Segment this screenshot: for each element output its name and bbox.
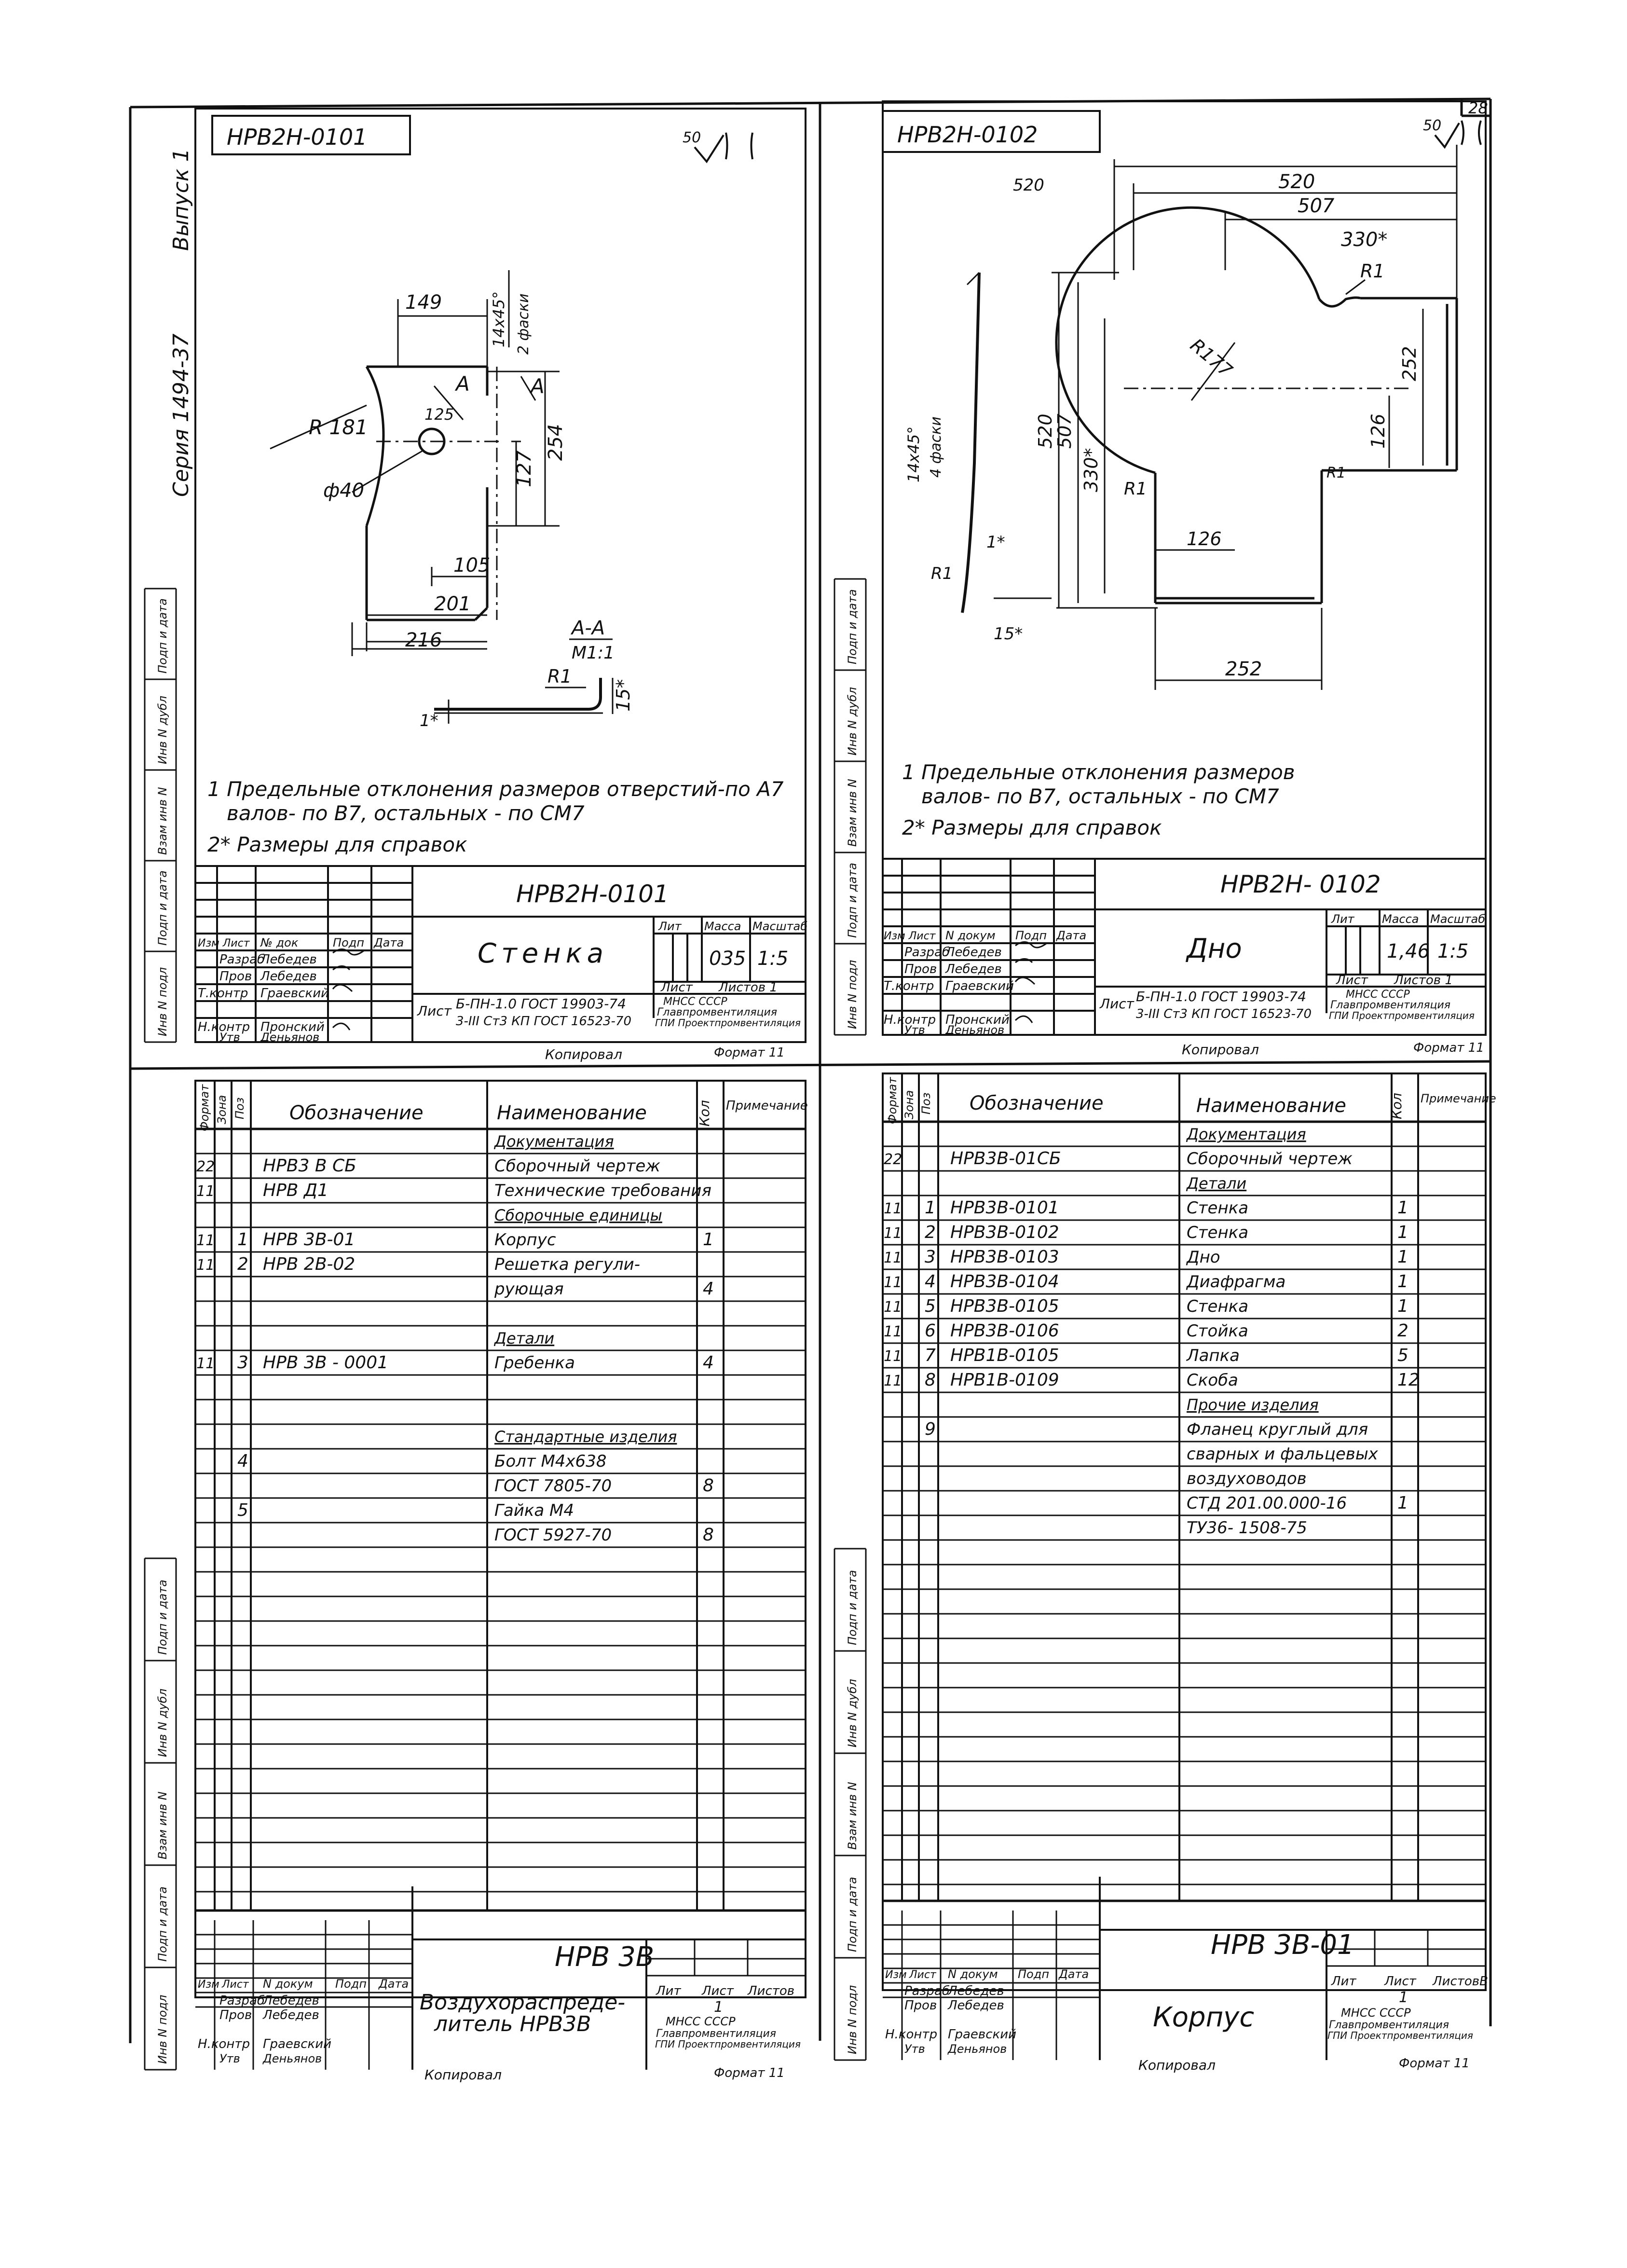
br-h-qty: Кол xyxy=(1389,1093,1405,1119)
dim-507: 507 xyxy=(1298,195,1335,217)
spec-format: 11 xyxy=(196,1355,215,1372)
person-role-3: Т.контр xyxy=(198,986,248,1001)
spec-section: Стандартные изделия xyxy=(494,1428,677,1446)
dim-section-r1: R1 xyxy=(547,666,572,687)
dim-r181: R 181 xyxy=(309,415,368,439)
spec-pos: 3 xyxy=(925,1247,936,1267)
dim-520-v: 520 xyxy=(1035,413,1056,449)
spec-pos: 1 xyxy=(237,1230,248,1250)
spec-code: НРВ3В-0106 xyxy=(950,1321,1059,1341)
br-h-name: Наименование xyxy=(1196,1095,1346,1117)
bl-stamp-lit: Лит xyxy=(656,1984,681,1998)
dim-section-1: 1* xyxy=(420,711,438,730)
dim-127: 127 xyxy=(513,450,535,487)
spec-format: 11 xyxy=(884,1299,902,1316)
stamp-name-r: Дно xyxy=(1187,933,1242,964)
stamp-material-prefix-r: Лист xyxy=(1100,996,1134,1012)
dim-chamfer: 14х45° xyxy=(490,291,508,347)
roughness-value-r: 50 xyxy=(1423,117,1442,134)
roughness-symbol-r xyxy=(1435,121,1481,147)
spec-code: НРВ 3В - 0001 xyxy=(263,1353,389,1373)
spec-name: ГОСТ 7805-70 xyxy=(494,1476,612,1496)
stamp-org2: Главпромвентиляция xyxy=(657,1006,777,1018)
br-stamp-org3: ГПИ Проектпромвентиляция xyxy=(1327,2030,1473,2041)
dim-252-v: 252 xyxy=(1399,346,1420,381)
side-label: Взам инв N xyxy=(156,787,169,855)
note-2: 2* Размеры для справок xyxy=(207,833,467,856)
person-name-r1: Лебедев xyxy=(945,945,1002,960)
bl-h-qty: Кол xyxy=(697,1100,712,1127)
side-label: Подп и дата xyxy=(156,1580,169,1655)
stamp-mass-r: 1,46 xyxy=(1387,940,1430,962)
side-label: Подп и дата xyxy=(156,870,169,946)
stamp-scale-r: 1:5 xyxy=(1437,940,1469,962)
spec-name: Болт М4х638 xyxy=(494,1452,607,1471)
copied-label: Копировал xyxy=(545,1046,622,1062)
spec-format: 11 xyxy=(196,1232,215,1249)
dim-r1-right: R1 xyxy=(1326,465,1346,481)
stamp-role-h: Изм Лист xyxy=(198,937,250,949)
bl-stamp-sheets: Листов xyxy=(748,1984,795,1998)
bl-person-role-3: Н.контр xyxy=(198,2037,250,2051)
mirror-code-r: НРВ2Н-0102 xyxy=(897,122,1038,148)
spec-name: Скоба xyxy=(1187,1371,1238,1390)
spec-format: 22 xyxy=(196,1158,215,1175)
stamp-org3-r: ГПИ Проектпромвентиляция xyxy=(1329,1010,1475,1021)
bl-stamp-code: НРВ 3В xyxy=(555,1941,655,1973)
roughness-value: 50 xyxy=(683,129,701,146)
spec-qty: 1 xyxy=(1397,1223,1408,1242)
br-stamp-sheet-v: 1 xyxy=(1399,1989,1408,2006)
bl-person-role-1: Разраб xyxy=(219,1993,265,2008)
stamp-scale-header-r: Масштаб xyxy=(1430,912,1486,926)
spec-pos: 2 xyxy=(237,1254,248,1274)
bl-person-name-2: Лебедев xyxy=(263,2008,319,2022)
dim-section-15: 15* xyxy=(613,679,634,712)
copied-label-r: Копировал xyxy=(1182,1042,1259,1058)
dim-254: 254 xyxy=(545,424,567,461)
person-role-1: Разраб xyxy=(219,952,265,967)
roughness-symbol xyxy=(695,133,752,162)
stamp-org2-r: Главпромвентиляция xyxy=(1330,999,1450,1011)
stamp-code: НРВ2Н-0101 xyxy=(516,880,669,908)
note-r-2: 2* Размеры для справок xyxy=(902,816,1162,839)
br-person-name-2: Лебедев xyxy=(948,1998,1004,2013)
bl-h-pos: Поз xyxy=(233,1097,246,1119)
dim-r177: R177 xyxy=(1186,334,1237,382)
bl-stamp-name1: Воздухораспреде- xyxy=(420,1990,626,2015)
spec-name: СТД 201.00.000-16 xyxy=(1187,1494,1347,1513)
label-a: А xyxy=(456,372,470,396)
spec-format: 11 xyxy=(884,1274,902,1291)
side-label: Взам инв N xyxy=(846,779,859,847)
bl-role-h5: Дата xyxy=(379,1977,409,1991)
br-stamp-sheets: ЛистовВ xyxy=(1433,1974,1488,1989)
bl-format: Формат 11 xyxy=(714,2066,785,2080)
spec-qty: 1 xyxy=(1397,1247,1408,1267)
bl-stamp-org3: ГПИ Проектпромвентиляция xyxy=(655,2038,801,2050)
spec-qty: 12 xyxy=(1397,1370,1420,1390)
dim-330: 330* xyxy=(1341,229,1388,251)
spec-pos: 4 xyxy=(237,1451,248,1471)
spec-section: Документация xyxy=(494,1132,614,1151)
spec-code: НРВ3В-0105 xyxy=(950,1296,1059,1316)
person-name-r5: Деньянов xyxy=(945,1023,1005,1037)
bl-h-code: Обозначение xyxy=(289,1102,424,1124)
person-name-4: Пронский xyxy=(260,1020,325,1034)
stamp-code-r: НРВ2Н- 0102 xyxy=(1220,870,1381,898)
bl-role-h1: Изм xyxy=(198,1979,219,1991)
stamp-org3: ГПИ Проектпромвентиляция xyxy=(655,1017,801,1029)
br-format: Формат 11 xyxy=(1399,2056,1470,2071)
stamp-material1-r: Б-ПН-1.0 ГОСТ 19903-74 xyxy=(1136,989,1306,1004)
person-role-5: Утв xyxy=(219,1031,240,1044)
bl-stamp-org1: МНСС СССР xyxy=(666,2015,736,2028)
dim-125: 125 xyxy=(424,405,454,424)
dim-126-h: 126 xyxy=(1187,528,1222,550)
br-stamp-org2: Главпромвентиляция xyxy=(1329,2019,1449,2031)
stamp-mass-header: Масса xyxy=(704,920,741,933)
side-label: Подп и дата xyxy=(846,589,859,664)
br-person-name-3: Граевский xyxy=(948,2027,1017,2042)
spec-code: НРВ 2В-02 xyxy=(263,1254,355,1274)
spec-pos: 4 xyxy=(925,1272,936,1292)
bl-stamp-name2: литель НРВ3В xyxy=(434,2012,591,2036)
side-label: Подп и дата xyxy=(156,1886,169,1962)
side-label: Подп и дата xyxy=(846,1570,859,1645)
stamp-org1: МНСС СССР xyxy=(663,996,727,1008)
spec-name: рующая xyxy=(494,1279,564,1299)
spec-code: НРВ3В-0103 xyxy=(950,1247,1059,1267)
spec-format: 11 xyxy=(884,1373,902,1389)
spec-format: 22 xyxy=(884,1151,902,1168)
spec-code: НРВ3 В СБ xyxy=(263,1156,356,1176)
spec-pos: 2 xyxy=(925,1223,936,1242)
spec-qty: 1 xyxy=(1397,1272,1408,1292)
stamp-sign-h: Подп xyxy=(333,936,365,949)
side-label: Инв N подл xyxy=(846,1985,859,2054)
person-role-r2: Пров xyxy=(904,962,937,976)
person-role-r1: Разраб xyxy=(904,945,950,960)
br-copied: Копировал xyxy=(1138,2057,1216,2073)
spec-format: 11 xyxy=(884,1225,902,1242)
note-1b: валов- по В7, остальных - по СМ7 xyxy=(227,801,585,825)
dim-149: 149 xyxy=(405,291,442,314)
stamp-name: Стенка xyxy=(478,938,608,969)
br-stamp-name: Корпус xyxy=(1153,2002,1255,2033)
dim-r1-profile: R1 xyxy=(931,564,953,583)
sheet-top-left xyxy=(195,116,807,1062)
person-name-1: Лебедев xyxy=(260,952,317,967)
side-label: Подп и дата xyxy=(846,863,859,938)
dim-216: 216 xyxy=(405,629,442,651)
br-h-note: Примечание xyxy=(1421,1092,1496,1105)
bl-stamp-sheet: Лист xyxy=(702,1984,734,1998)
spec-code: НРВ Д1 xyxy=(263,1181,328,1200)
spec-qty: 1 xyxy=(1397,1198,1408,1218)
dim-chamfer-r: 14х45° xyxy=(904,426,923,482)
dim-520: 520 xyxy=(1013,176,1044,195)
spec-qty: 1 xyxy=(1397,1493,1408,1513)
person-name-r4: Пронский xyxy=(945,1013,1010,1027)
br-stamp-code: НРВ 3В-01 xyxy=(1211,1929,1354,1961)
bl-role-h2: Лист xyxy=(222,1979,249,1991)
br-role-h3: N докум xyxy=(948,1967,998,1981)
side-label: Подп и дата xyxy=(156,598,169,674)
side-label: Подп и дата xyxy=(846,1877,859,1952)
bl-role-h4: Подп xyxy=(335,1977,367,1991)
spec-format: 11 xyxy=(884,1348,902,1365)
br-person-role-2: Пров xyxy=(904,1998,937,2013)
side-label: Взам инв N xyxy=(846,1782,859,1850)
side-label: Инв N подл xyxy=(846,960,859,1029)
person-role-r4: Н.контр xyxy=(884,1013,936,1027)
stamp-sheet: Лист xyxy=(661,980,693,995)
side-label: Инв N дубл xyxy=(156,1689,169,1757)
spec-name: Гайка М4 xyxy=(494,1501,574,1520)
br-person-role-1: Разраб xyxy=(904,1984,950,1998)
mirror-code: НРВ2Н-0101 xyxy=(227,124,368,150)
spec-qty: 1 xyxy=(1397,1296,1408,1316)
br-h-format: Формат xyxy=(886,1077,899,1124)
bl-person-name-1: Лебедев xyxy=(263,1993,319,2008)
spec-name: ТУ36- 1508-75 xyxy=(1187,1518,1307,1538)
spec-name: сварных и фальцевых xyxy=(1187,1444,1378,1464)
spec-section: Прочие изделия xyxy=(1187,1396,1319,1414)
bl-h-name: Наименование xyxy=(497,1102,647,1124)
spec-code: НРВ3В-0101 xyxy=(950,1198,1059,1218)
dim-507-v: 507 xyxy=(1054,413,1075,449)
spec-name: Стойка xyxy=(1187,1321,1248,1341)
page-number: 28 xyxy=(1468,99,1488,117)
br-role-h2: Лист xyxy=(909,1969,936,1981)
stamp-scale-header: Масштаб xyxy=(752,920,808,933)
dim-phi40: ф40 xyxy=(323,480,365,502)
spec-pos: 1 xyxy=(925,1198,936,1218)
section-label: А-А xyxy=(572,617,605,639)
format-label: Формат 11 xyxy=(714,1045,785,1060)
br-person-name-1: Лебедев xyxy=(948,1984,1004,1998)
dim-r1-left: R1 xyxy=(1124,479,1147,499)
spec-format: 11 xyxy=(196,1257,215,1274)
spec-pos: 6 xyxy=(925,1321,936,1341)
issue-label: Выпуск 1 xyxy=(169,148,193,251)
person-role-4: Н.контр xyxy=(198,1020,250,1034)
stamp-doc-h: № док xyxy=(260,936,299,949)
spec-name: Решетка регули- xyxy=(494,1255,641,1274)
spec-name: ГОСТ 5927-70 xyxy=(494,1526,612,1545)
spec-code: НРВ3В-0104 xyxy=(950,1272,1059,1292)
br-person-role-3: Н.контр xyxy=(885,2027,938,2042)
br-role-h5: Дата xyxy=(1059,1967,1089,1981)
stamp-lit-header: Лит xyxy=(658,920,682,933)
note-r-1: 1 Предельные отклонения размеров xyxy=(902,760,1295,784)
spec-section: Детали xyxy=(494,1329,555,1347)
dim-330-v: 330* xyxy=(1080,448,1102,492)
bl-stamp-org2: Главпромвентиляция xyxy=(656,2028,776,2040)
stamp-material-prefix: Лист xyxy=(417,1003,451,1019)
br-person-name-4: Деньянов xyxy=(948,2042,1007,2056)
spec-qty: 2 xyxy=(1397,1321,1408,1341)
spec-format: 11 xyxy=(884,1200,902,1217)
person-name-3: Граевский xyxy=(260,986,329,1001)
bl-copied: Копировал xyxy=(424,2067,502,2083)
spec-name: Стенка xyxy=(1187,1297,1249,1316)
spec-pos: 3 xyxy=(237,1353,248,1373)
spec-code: НРВ1В-0109 xyxy=(950,1370,1059,1390)
stamp-doc-h-r: N докум xyxy=(945,929,996,942)
dim-1-r: 1* xyxy=(986,533,1005,552)
spec-code: НРВ1В-0105 xyxy=(950,1346,1059,1365)
bl-person-name-4: Деньянов xyxy=(263,2052,322,2065)
spec-code: НРВ3В-0102 xyxy=(950,1223,1059,1242)
person-role-2: Пров xyxy=(219,969,252,984)
dim-126-v: 126 xyxy=(1367,413,1389,449)
side-label: Инв N подл xyxy=(156,967,169,1036)
bl-stamp-sheet-v: 1 xyxy=(714,1999,724,2016)
spec-name: Фланец круглый для xyxy=(1187,1420,1368,1439)
br-stamp-sheet: Лист xyxy=(1384,1974,1416,1989)
stamp-scale: 1:5 xyxy=(757,948,789,970)
stamp-mass-header-r: Масса xyxy=(1382,912,1419,926)
spec-name: Лапка xyxy=(1187,1346,1240,1365)
sheet-bottom-left xyxy=(195,1081,808,2083)
person-role-r5: Утв xyxy=(904,1023,925,1037)
dim-chamfer-note-r: 4 фаски xyxy=(928,416,944,478)
br-person-role-4: Утв xyxy=(904,2042,925,2056)
spec-format: 11 xyxy=(884,1323,902,1340)
dim-252-h: 252 xyxy=(1225,658,1262,680)
stamp-sheets-r: Листов 1 xyxy=(1394,973,1453,988)
br-role-h4: Подп xyxy=(1018,1967,1050,1981)
label-a2: А xyxy=(531,374,545,398)
stamp-material2-r: 3-III Ст3 КП ГОСТ 16523-70 xyxy=(1136,1007,1312,1021)
stamp-material2: 3-III Ст3 КП ГОСТ 16523-70 xyxy=(456,1014,631,1029)
bl-h-note: Примечание xyxy=(726,1099,808,1113)
spec-section: Детали xyxy=(1187,1174,1247,1193)
spec-pos: 5 xyxy=(925,1296,936,1316)
section-scale: М1:1 xyxy=(572,643,615,663)
br-h-zone: Зона xyxy=(902,1090,916,1119)
side-label: Инв N дубл xyxy=(156,696,169,764)
spec-format: 11 xyxy=(884,1250,902,1266)
spec-name: Дно xyxy=(1187,1248,1220,1267)
spec-name: воздуховодов xyxy=(1187,1469,1307,1488)
person-name-r2: Лебедев xyxy=(945,962,1002,976)
person-name-2: Лебедев xyxy=(260,969,317,984)
person-role-r3: Т.контр xyxy=(884,979,934,993)
person-name-5: Деньянов xyxy=(260,1031,320,1044)
note-r-1b: валов- по В7, остальных - по СМ7 xyxy=(921,784,1279,808)
spec-name: Технические требования xyxy=(494,1181,711,1200)
spec-name: Сборочный чертеж xyxy=(1187,1149,1353,1168)
stamp-date-h-r: Дата xyxy=(1056,929,1087,942)
spec-name: Стенка xyxy=(1187,1198,1249,1218)
dim-105: 105 xyxy=(453,554,491,577)
side-label: Взам инв N xyxy=(156,1791,169,1859)
note-1: 1 Предельные отклонения размеров отверстий-по А7 xyxy=(207,777,784,801)
stamp-sheet-r: Лист xyxy=(1336,973,1368,988)
sheet-top-right xyxy=(883,111,1486,1058)
bl-person-name-3: Граевский xyxy=(263,2037,332,2051)
side-label: Инв N дубл xyxy=(846,1679,859,1747)
person-name-r3: Граевский xyxy=(945,979,1014,993)
spec-name: Корпус xyxy=(494,1230,556,1250)
bl-h-format: Формат xyxy=(198,1084,211,1131)
dim-520h: 520 xyxy=(1278,171,1315,193)
series-label: Серия 1494-37 xyxy=(169,333,193,497)
br-h-pos: Поз xyxy=(919,1092,933,1114)
spec-pos: 5 xyxy=(237,1500,248,1520)
stamp-role-h-r: Изм Лист xyxy=(884,930,936,942)
spec-format: 11 xyxy=(196,1183,215,1200)
spec-pos: 8 xyxy=(925,1370,936,1390)
spec-qty: 4 xyxy=(703,1279,714,1299)
dim-15-r: 15* xyxy=(994,624,1023,644)
spec-name: Гребенка xyxy=(494,1353,575,1373)
stamp-sheets: Листов 1 xyxy=(719,980,778,995)
bl-person-role-4: Утв xyxy=(219,2052,240,2065)
spec-qty: 5 xyxy=(1397,1346,1408,1365)
spec-code: НРВ 3В-01 xyxy=(263,1230,355,1250)
format-label-r: Формат 11 xyxy=(1413,1041,1484,1055)
stamp-material1: Б-ПН-1.0 ГОСТ 19903-74 xyxy=(456,996,626,1012)
stamp-org1-r: МНСС СССР xyxy=(1346,989,1410,1001)
br-h-code: Обозначение xyxy=(970,1092,1104,1114)
spec-pos: 9 xyxy=(925,1419,936,1439)
br-stamp-org1: МНСС СССР xyxy=(1341,2006,1411,2020)
spec-qty: 4 xyxy=(703,1353,714,1373)
br-role-h1: Изм xyxy=(885,1969,907,1981)
spec-name: Стенка xyxy=(1187,1223,1249,1242)
spec-section: Документация xyxy=(1187,1125,1306,1143)
dim-chamfer-note: 2 фаски xyxy=(515,293,532,355)
stamp-mass: 035 xyxy=(709,948,746,970)
spec-qty: 1 xyxy=(703,1230,714,1250)
spec-qty: 8 xyxy=(703,1525,714,1545)
sheet-bottom-right xyxy=(883,1073,1496,2073)
stamp-lit-header-r: Лит xyxy=(1331,912,1354,926)
spec-name: Диафрагма xyxy=(1187,1272,1286,1292)
bl-person-role-2: Пров xyxy=(219,2008,252,2022)
stamp-date-h: Дата xyxy=(374,936,404,949)
bl-h-zone: Зона xyxy=(215,1095,229,1124)
dim-r1-top: R1 xyxy=(1360,261,1385,282)
br-stamp-lit: Лит xyxy=(1331,1974,1356,1989)
bl-role-h3: N докум xyxy=(263,1977,313,1991)
spec-qty: 8 xyxy=(703,1476,714,1496)
side-label: Инв N подл xyxy=(156,1994,169,2064)
dim-201: 201 xyxy=(434,593,471,615)
spec-section: Сборочные единицы xyxy=(494,1206,662,1224)
spec-pos: 7 xyxy=(925,1346,936,1365)
stamp-sign-h-r: Подп xyxy=(1015,929,1047,942)
spec-code: НРВ3В-01СБ xyxy=(950,1149,1061,1168)
side-label: Инв N дубл xyxy=(846,687,859,756)
spec-name: Сборочный чертеж xyxy=(494,1156,660,1176)
